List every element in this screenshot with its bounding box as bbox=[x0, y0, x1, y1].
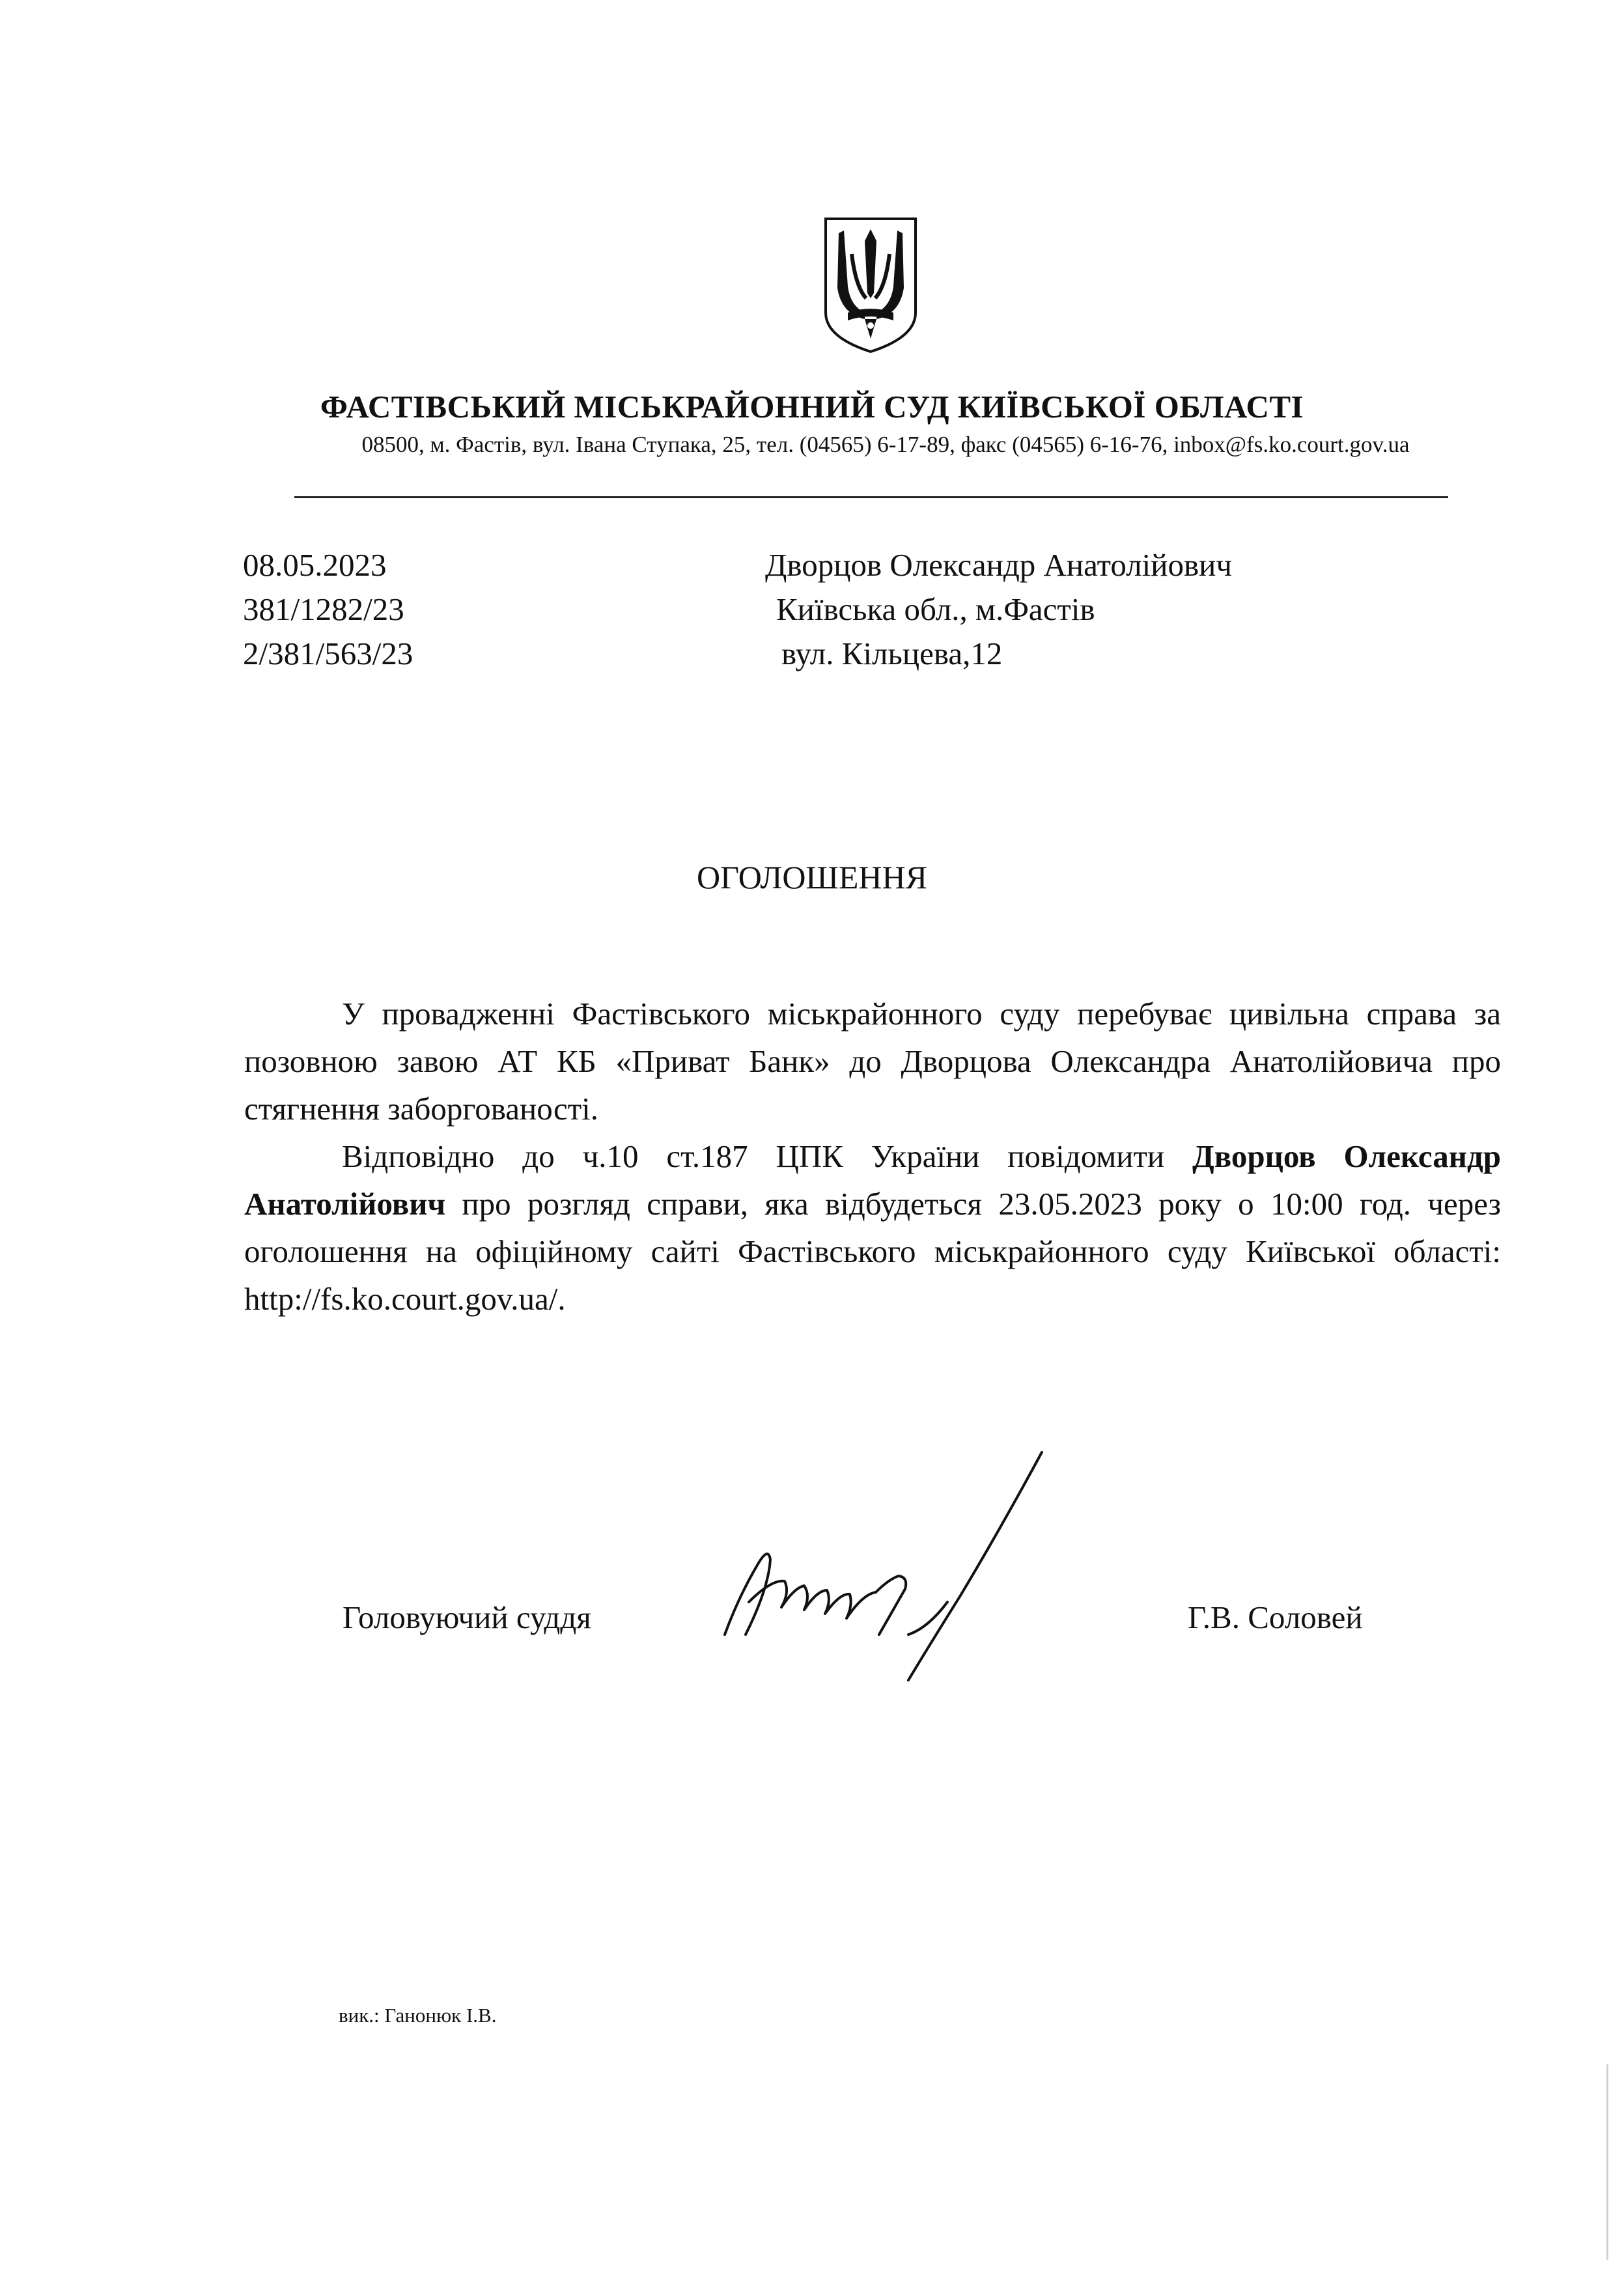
p2-start: Відповідно до ч.10 ст.187 ЦПК України повідомити bbox=[342, 1138, 1193, 1174]
announcement-body bbox=[244, 990, 1501, 1323]
court-address: 08500, м. Фастів, вул. Івана Ступака, 25, тел. (04565) 6-17-89, факс (04565) 6-16-76, inbox@fs.ko.court.gov.ua bbox=[361, 432, 1410, 457]
judge-title: Головуючий суддя bbox=[343, 1599, 591, 1635]
announcement-paragraph-2 bbox=[244, 1132, 1501, 1323]
recipient-region: Київська обл., м.Фастів bbox=[776, 591, 1095, 627]
p2-end: про розгляд справи, яка відбудеться 23.05.2023 року о 10:00 год. через оголошення на офіційному сайті Фастівського міськрайонного суду Київської області: http://fs.ko.court.gov.ua/. bbox=[244, 1186, 1501, 1317]
judge-signature bbox=[713, 1439, 1065, 1713]
announcement-title: ОГОЛОШЕННЯ bbox=[697, 859, 927, 895]
trident-coat-of-arms-icon bbox=[822, 215, 919, 355]
header-divider bbox=[294, 496, 1448, 498]
case-number: 381/1282/23 bbox=[243, 591, 404, 627]
recipient-name: Дворцов Олександр Анатолійович bbox=[765, 547, 1233, 583]
scan-edge-artifact bbox=[1606, 2064, 1608, 2260]
judge-name: Г.В. Соловей bbox=[1188, 1599, 1363, 1635]
proceeding-number: 2/381/563/23 bbox=[243, 636, 413, 671]
recipient-street: вул. Кільцева,12 bbox=[781, 636, 1003, 671]
court-name: ФАСТІВСЬКИЙ МІСЬКРАЙОННИЙ СУД КИЇВСЬКОЇ ОБЛАСТІ bbox=[320, 389, 1304, 425]
document-date: 08.05.2023 bbox=[243, 547, 387, 583]
p2-recipient-name: Дворцов Олександр Анатолійович bbox=[244, 1138, 1501, 1222]
executor-note: вик.: Ганонюк І.В. bbox=[339, 2004, 497, 2027]
announcement-paragraph-1: У провадженні Фастівського міськрайонного суду перебуває цивільна справа за позовною завою АТ КБ «Приват Банк» до Дворцова Олександра Анатолійовича про стягнення заборгованості. bbox=[244, 996, 1501, 1127]
